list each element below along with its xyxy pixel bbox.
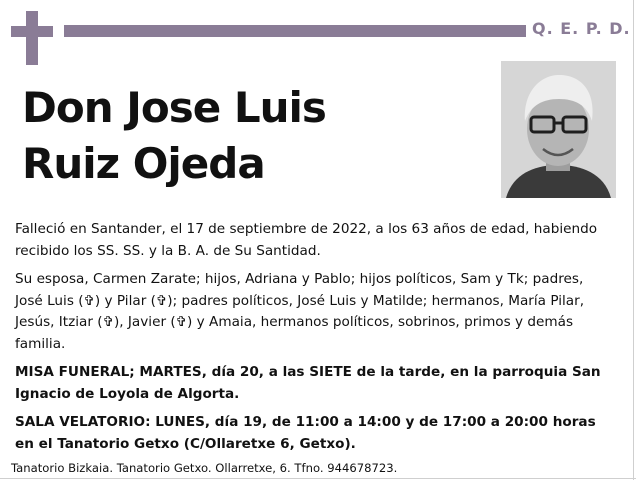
funeral-mass-info: MISA FUNERAL; MARTES, día 20, a las SIETE de la tarde, en la parroquia San Ignacio de Loyola de Algorta. [15, 364, 601, 402]
portrait-photo [501, 61, 616, 198]
obituary-body [15, 219, 615, 462]
qepd-label: Q. E. P. D. [532, 19, 631, 38]
wake-room-info: SALA VELATORIO: LUNES, día 19, de 11:00 a 14:00 y de 17:00 a 20:00 horas en el Tanatorio Getxo (C/Ollaretxe 6, Getxo). [15, 414, 596, 452]
header-band [64, 25, 526, 37]
frame-border-bottom [0, 478, 636, 479]
death-announcement: Falleció en Santander, el 17 de septiembre de 2022, a los 63 años de edad, habiendo recibido los SS. SS. y la B. A. de Su Santidad. [15, 221, 598, 259]
funeral-home-footer: Tanatorio Bizkaia. Tanatorio Getxo. Ollarretxe, 6. Tfno. 944678723. [11, 461, 398, 475]
deceased-name-line1: Don Jose Luis [22, 83, 326, 132]
cross-icon-bar [11, 26, 53, 37]
family-mourners: Su esposa, Carmen Zarate; hijos, Adriana y Pablo; hijos políticos, Sam y Tk; padres, José Luis (✞) y Pilar (✞); padres políticos, José Luis y Matilde; hermanos, María Pilar, Jesús, Itziar (✞), Javier (✞) y Amaia, hermanos políticos, sobrinos, primos y demás familia. [15, 271, 585, 352]
cross-icon [26, 11, 38, 65]
deceased-name [22, 80, 472, 192]
frame-border-right [633, 0, 634, 480]
deceased-name-line2: Ruiz Ojeda [22, 139, 265, 188]
